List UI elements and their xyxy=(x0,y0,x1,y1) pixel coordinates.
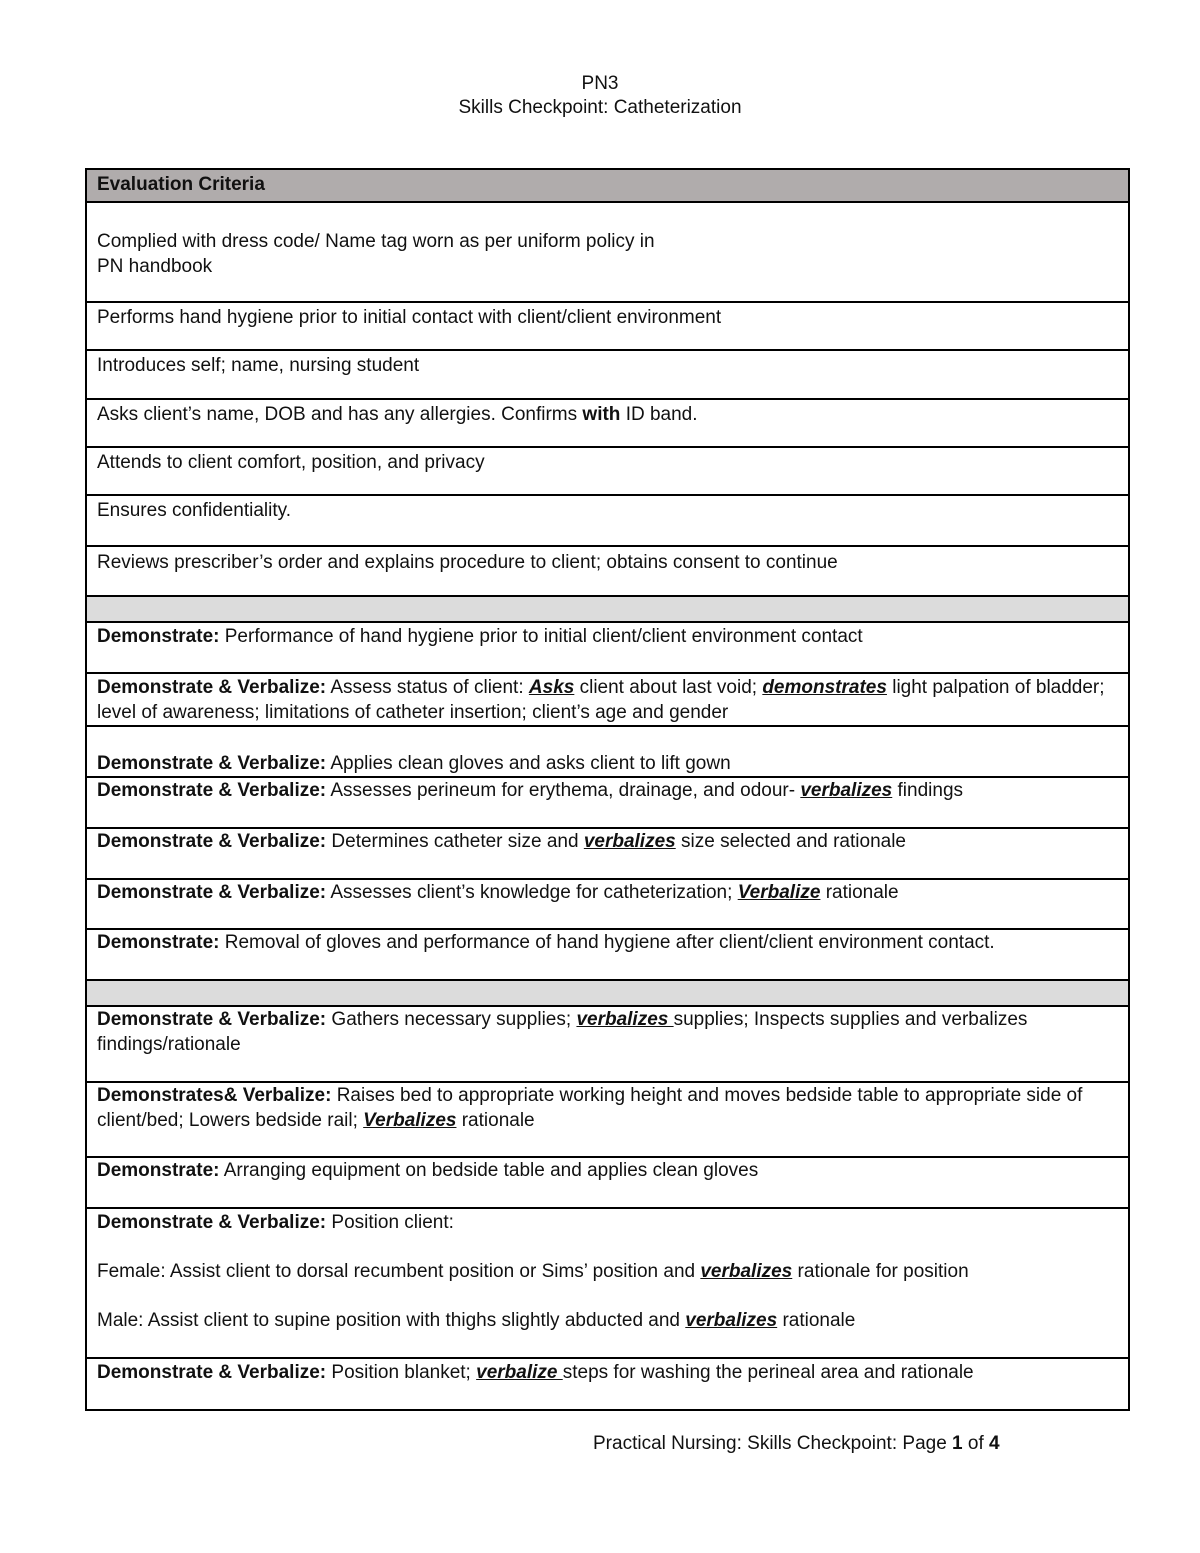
page-total: 4 xyxy=(989,1433,1000,1454)
criteria-row-demo-hand-hygiene xyxy=(86,622,1129,673)
row-text: Assesses perineum for erythema, drainage, and odour- xyxy=(326,780,801,801)
row-label: Demonstrate & Verbalize: xyxy=(97,1009,327,1030)
row-label: Demonstrate & Verbalize: xyxy=(97,677,327,698)
row-text: rationale for position xyxy=(792,1261,969,1282)
row-text: Removal of gloves and performance of hand hygiene after client/client environment contact. xyxy=(219,932,995,953)
row-label: Demonstrate: xyxy=(97,1160,220,1181)
row-label: Demonstrate: xyxy=(97,626,220,647)
criteria-row-clean-gloves xyxy=(86,726,1129,777)
row-label: Demonstrate & Verbalize: xyxy=(97,753,327,774)
row-label: Demonstrate: xyxy=(97,932,220,953)
row-emphasis: verbalizes xyxy=(685,1310,778,1331)
criteria-row-bed-height xyxy=(86,1082,1129,1157)
row-label: Demonstrate & Verbalize: xyxy=(97,1362,327,1383)
criteria-row-perineum xyxy=(86,777,1129,828)
row-text: Ensures confidentiality. xyxy=(97,500,291,521)
row-text: Reviews prescriber’s order and explains procedure to client; obtains consent to continue xyxy=(97,552,838,573)
row-emphasis: demonstrates xyxy=(762,677,887,698)
row-text: Male: Assist client to supine position with thighs slightly abducted and xyxy=(97,1310,686,1331)
row-text: light palpation of bladder; level of awareness; limitations of catheter insertion; client’s age and gender xyxy=(97,677,1105,723)
criteria-row-confidentiality xyxy=(86,495,1129,546)
row-text: Female: Assist client to dorsal recumbent position or Sims’ position and xyxy=(97,1261,701,1282)
row-text: steps for washing the perineal area and rationale xyxy=(562,1362,974,1383)
row-text: Assess status of client: xyxy=(326,677,529,698)
criteria-row-remove-gloves xyxy=(86,929,1129,980)
page-footer xyxy=(593,1433,1000,1455)
criteria-row-position-client xyxy=(86,1208,1129,1358)
criteria-row-knowledge xyxy=(86,879,1129,929)
row-label: Demonstrates& Verbalize: xyxy=(97,1085,332,1106)
criteria-row-position-blanket xyxy=(86,1358,1129,1410)
row-emphasis: Verbalizes xyxy=(363,1110,457,1131)
evaluation-criteria-table xyxy=(85,168,1130,1411)
row-emphasis: verbalizes xyxy=(800,780,893,801)
row-label: Demonstrate & Verbalize: xyxy=(97,1212,327,1233)
row-text: client about last void; xyxy=(574,677,763,698)
row-label: Demonstrate & Verbalize: xyxy=(97,831,327,852)
row-text: Gathers necessary supplies; xyxy=(326,1009,577,1030)
row-text: Introduces self; name, nursing student xyxy=(97,355,420,376)
criteria-row-introduces-self xyxy=(86,350,1129,399)
row-text: Determines catheter size and xyxy=(326,831,584,852)
row-text: Position blanket; xyxy=(326,1362,477,1383)
criteria-row-catheter-size xyxy=(86,828,1129,879)
row-label: Demonstrate & Verbalize: xyxy=(97,780,327,801)
footer-text: Practical Nursing: Skills Checkpoint: Page xyxy=(593,1433,953,1454)
row-text: Asks client’s name, DOB and has any allergies. Confirms xyxy=(97,404,583,425)
row-text: Raises bed to appropriate working height and moves bedside table to appropriate side of client/bed; Lowers bedside rail; xyxy=(97,1085,1083,1131)
section-separator xyxy=(86,596,1129,622)
criteria-row-comfort xyxy=(86,447,1129,495)
criteria-row-assess-status xyxy=(86,673,1129,726)
row-text: Position client: xyxy=(326,1212,454,1233)
row-text: rationale xyxy=(820,882,899,903)
page-number: 1 xyxy=(952,1433,963,1454)
row-text: Complied with dress code/ Name tag worn as per uniform policy in xyxy=(97,231,655,252)
criteria-row-hand-hygiene xyxy=(86,302,1129,350)
row-text: rationale xyxy=(456,1110,535,1131)
criteria-row-supplies xyxy=(86,1006,1129,1082)
row-emphasis: Verbalize xyxy=(737,882,821,903)
row-text: rationale xyxy=(777,1310,856,1331)
row-emphasis: verbalize xyxy=(476,1362,563,1383)
row-text-bold: with xyxy=(582,404,621,425)
footer-of: of xyxy=(962,1433,990,1454)
criteria-row-client-id xyxy=(86,399,1129,447)
row-text: size selected and rationale xyxy=(675,831,906,852)
criteria-row-prescriber-order xyxy=(86,546,1129,596)
criteria-row-dress-code xyxy=(86,202,1129,302)
section-separator xyxy=(86,980,1129,1006)
row-text: Applies clean gloves and asks client to lift gown xyxy=(326,753,731,774)
row-text: Performs hand hygiene prior to initial contact with client/client environment xyxy=(97,307,722,328)
row-text: supplies; Inspects supplies and verbalizes findings/rationale xyxy=(97,1009,1028,1055)
row-label: Demonstrate & Verbalize: xyxy=(97,882,327,903)
row-text: findings xyxy=(892,780,964,801)
header-title: Skills Checkpoint: Catheterization xyxy=(458,97,742,118)
row-emphasis: verbalizes xyxy=(576,1009,674,1030)
row-text: ID band. xyxy=(620,404,698,425)
row-emphasis: verbalizes xyxy=(583,831,676,852)
table-title: Evaluation Criteria xyxy=(86,169,1129,202)
row-text: PN handbook xyxy=(97,256,213,277)
row-text: Arranging equipment on bedside table and applies clean gloves xyxy=(219,1160,759,1181)
row-text: Performance of hand hygiene prior to initial client/client environment contact xyxy=(219,626,863,647)
row-emphasis: Asks xyxy=(528,677,575,698)
criteria-row-arrange-equipment xyxy=(86,1157,1129,1208)
header-course: PN3 xyxy=(581,73,619,94)
row-text: Attends to client comfort, position, and privacy xyxy=(97,452,485,473)
row-emphasis: verbalizes xyxy=(700,1261,793,1282)
row-text: Assesses client’s knowledge for catheterization; xyxy=(326,882,738,903)
